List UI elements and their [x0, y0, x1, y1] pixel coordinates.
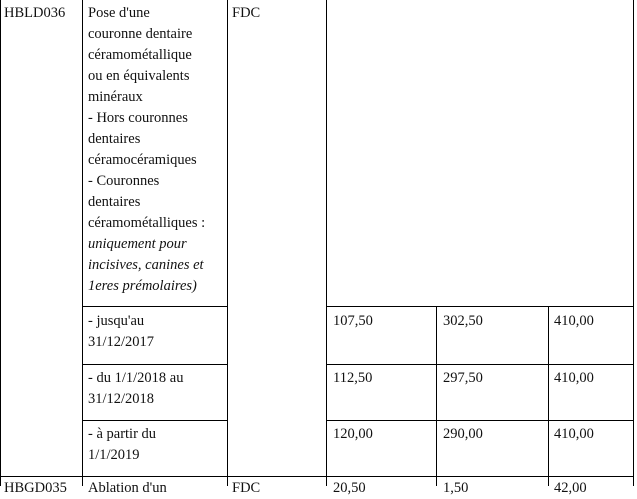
description-line: couronne dentaire: [88, 26, 193, 42]
next-value-cell: 42,00: [554, 480, 587, 496]
value-cell: 410,00: [554, 426, 594, 442]
column-divider-description: [227, 0, 228, 486]
next-act-code: HBGD035: [4, 480, 67, 496]
row-divider-sub-2-values: [326, 420, 633, 421]
value-cell: 302,50: [443, 313, 483, 329]
value-cell: 410,00: [554, 313, 594, 329]
description-line: ou en équivalents: [88, 68, 190, 84]
act-type: FDC: [232, 5, 261, 21]
row-divider-main: [82, 306, 227, 307]
next-act-description: Ablation d'un: [88, 480, 167, 496]
row-divider-bottom: [0, 476, 634, 477]
description-line: - Couronnes: [88, 173, 160, 189]
next-value-cell: 20,50: [333, 480, 366, 496]
description-line: dentaires: [88, 194, 141, 210]
value-cell: 112,50: [333, 370, 373, 386]
description-note-line: incisives, canines et: [88, 257, 204, 273]
act-code: HBLD036: [4, 5, 66, 21]
period-line: - du 1/1/2018 au: [88, 370, 184, 386]
description-line: minéraux: [88, 89, 143, 105]
description-line: céramométallique: [88, 47, 192, 63]
next-value-cell: 1,50: [443, 480, 469, 496]
value-cell: 297,50: [443, 370, 483, 386]
description-line: dentaires: [88, 131, 141, 147]
value-cell: 410,00: [554, 370, 594, 386]
column-divider-code: [82, 0, 83, 486]
column-divider-value-1: [436, 306, 437, 486]
description-note-line: uniquement pour: [88, 236, 187, 252]
column-divider-value-2: [548, 306, 549, 486]
description-line: - Hors couronnes: [88, 110, 188, 126]
column-divider-type: [326, 0, 327, 486]
period-line: 1/1/2019: [88, 447, 140, 463]
value-cell: 107,50: [333, 313, 373, 329]
row-divider-sub-1: [82, 364, 227, 365]
description-note-line: 1eres prémolaires): [88, 278, 197, 294]
period-line: - jusqu'au: [88, 313, 145, 329]
next-act-type: FDC: [232, 480, 261, 496]
row-divider-sub-2: [82, 420, 227, 421]
period-line: 31/12/2018: [88, 391, 155, 407]
description-line: Pose d'une: [88, 5, 150, 21]
row-divider-main-values: [326, 306, 633, 307]
period-line: - à partir du: [88, 426, 157, 442]
description-line: céramocéramiques: [88, 152, 197, 168]
row-divider-sub-1-values: [326, 364, 633, 365]
value-cell: 290,00: [443, 426, 483, 442]
value-cell: 120,00: [333, 426, 373, 442]
period-line: 31/12/2017: [88, 334, 155, 350]
table-border-right: [633, 0, 634, 486]
table-border-left: [0, 0, 1, 486]
description-line: céramométalliques :: [88, 215, 206, 231]
